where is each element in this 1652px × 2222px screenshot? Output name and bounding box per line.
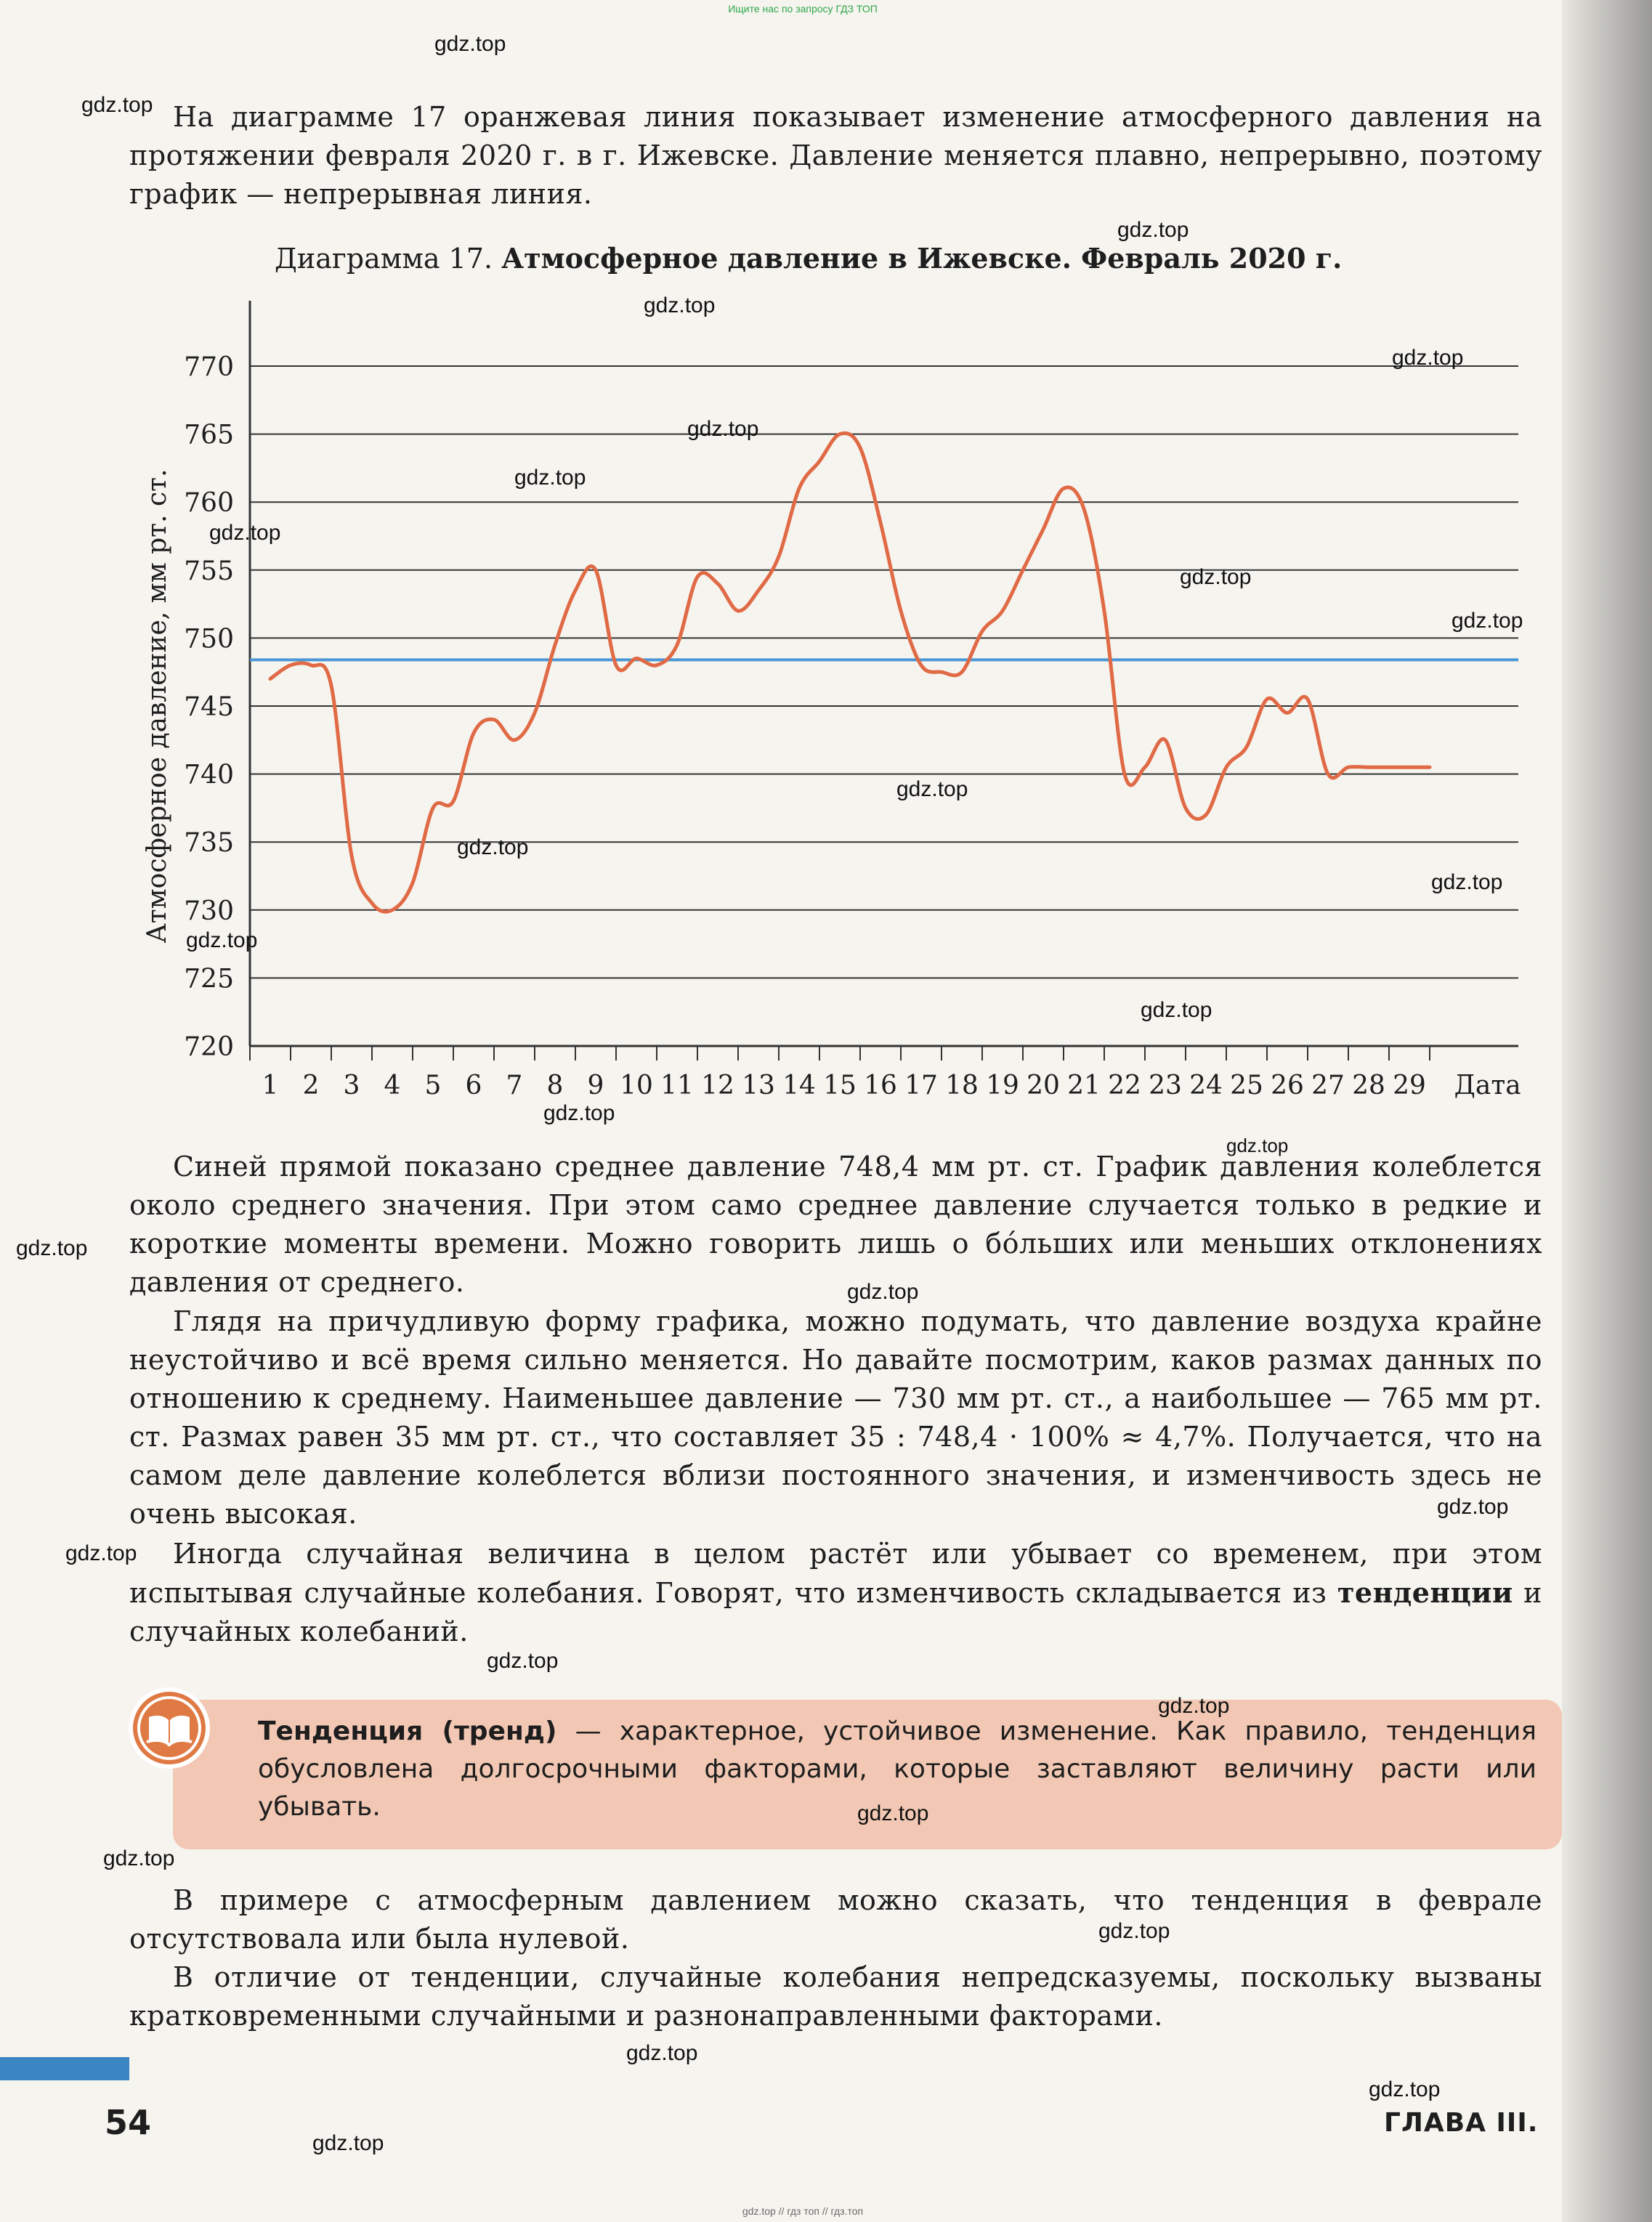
- watermark: gdz.top: [487, 1649, 559, 1673]
- watermark: gdz.top: [16, 1236, 88, 1260]
- x-tick-label: 5: [424, 1071, 442, 1100]
- y-tick-label: 765: [184, 420, 234, 450]
- paragraph-range: [129, 1302, 1542, 1533]
- watermark: gdz.top: [847, 1280, 919, 1304]
- chapter-label: ГЛАВА III.: [1384, 2108, 1539, 2138]
- y-tick-label: 740: [184, 760, 234, 790]
- y-tick-label: 735: [184, 828, 234, 859]
- watermark: gdz.top: [1437, 1495, 1509, 1519]
- watermark: gdz.top: [81, 93, 153, 117]
- x-tick-label: 19: [986, 1071, 1019, 1100]
- x-tick-label: 29: [1393, 1071, 1426, 1100]
- paragraph-trend: [129, 1535, 1542, 1651]
- y-tick-label: 745: [184, 692, 234, 722]
- chart-caption-title: Атмосферное давление в Ижевске. Февраль 2020 г.: [501, 242, 1343, 275]
- y-tick-label: 720: [184, 1032, 234, 1062]
- y-tick-label: 755: [184, 556, 234, 586]
- top-note: Ищите нас по запросу ГДЗ ТОП: [728, 3, 878, 15]
- y-tick-label: 760: [184, 488, 234, 519]
- x-axis-label: Дата: [1454, 1071, 1521, 1100]
- x-tick-label: 8: [546, 1071, 564, 1100]
- watermark: gdz.top: [1451, 609, 1523, 633]
- x-tick-label: 24: [1189, 1071, 1223, 1100]
- paragraph-mean: [129, 1148, 1542, 1302]
- x-tick-label: 2: [302, 1071, 320, 1100]
- paragraph-trend-start: Иногда случайная величина в целом растёт или убывает со временем, при этом испытывая случайные колебания. Говорят, что изменчивость складывается из: [129, 1538, 1542, 1609]
- paragraph-random-text: В отличие от тенденции, случайные колебания непредсказуемы, поскольку вызваны кратковременными случайными и разнонаправленными факторами.: [129, 1961, 1542, 2032]
- x-tick-label: 1: [262, 1071, 279, 1100]
- paragraph-random: [129, 1958, 1542, 2035]
- watermark: gdz.top: [65, 1541, 137, 1565]
- watermark: gdz.top: [434, 32, 506, 56]
- x-tick-label: 22: [1108, 1071, 1141, 1100]
- watermark: gdz.top: [186, 928, 258, 952]
- watermark: gdz.top: [1180, 565, 1252, 589]
- y-tick-label: 770: [184, 352, 234, 382]
- watermark: gdz.top: [1226, 1135, 1289, 1156]
- watermark: gdz.top: [543, 1101, 615, 1125]
- x-tick-label: 20: [1027, 1071, 1060, 1100]
- paragraph-example: [129, 1881, 1542, 1958]
- watermark: gdz.top: [1392, 346, 1464, 370]
- page-number: 54: [105, 2103, 152, 2142]
- x-tick-label: 18: [945, 1071, 979, 1100]
- watermark: gdz.top: [103, 1846, 175, 1870]
- pressure-series-line: [270, 433, 1430, 912]
- x-tick-label: 7: [506, 1071, 523, 1100]
- watermark: gdz.top: [514, 466, 586, 490]
- watermark: gdz.top: [457, 835, 529, 859]
- book-icon: [126, 1685, 212, 1771]
- paragraph-intro: [129, 98, 1542, 214]
- paragraph-trend-end: и случайных колебаний.: [129, 1577, 1542, 1647]
- x-tick-label: 11: [660, 1071, 694, 1100]
- pressure-chart: [138, 291, 1555, 1140]
- y-tick-label: 750: [184, 624, 234, 654]
- x-tick-label: 13: [742, 1071, 775, 1100]
- paragraph-example-text: В примере с атмосферным давлением можно сказать, что тенденция в феврале отсутствовала или была нулевой.: [129, 1884, 1542, 1955]
- x-tick-label: 15: [823, 1071, 857, 1100]
- page-binding-shadow: [1562, 0, 1652, 2222]
- chart-caption-label: Диаграмма 17.: [275, 243, 493, 275]
- paragraph-mean-text: Синей прямой показано среднее давление 748,4 мм рт. ст. График давления колеблется около среднего значения. При этом само среднее давление случается только в редкие и короткие моменты времени. Можно говорить лишь о бóльших или меньших отклонениях давления от среднего.: [129, 1151, 1542, 1298]
- x-tick-label: 21: [1067, 1071, 1101, 1100]
- x-tick-label: 16: [864, 1071, 897, 1100]
- x-tick-label: 25: [1230, 1071, 1263, 1100]
- watermark: gdz.top: [626, 2041, 698, 2065]
- x-tick-label: 4: [384, 1071, 401, 1100]
- x-tick-label: 12: [701, 1071, 734, 1100]
- page-marker-bar: [0, 2057, 129, 2080]
- x-tick-label: 27: [1311, 1071, 1345, 1100]
- definition-term: Тенденция (тренд): [258, 1716, 557, 1746]
- x-tick-label: 26: [1271, 1071, 1304, 1100]
- watermark: gdz.top: [1431, 870, 1503, 894]
- bottom-note: gdz.top // гдз топ // гдз.топ: [742, 2205, 864, 2217]
- x-tick-label: 10: [620, 1071, 653, 1100]
- watermark: gdz.top: [1141, 998, 1212, 1022]
- x-tick-label: 6: [465, 1071, 482, 1100]
- x-tick-label: 3: [343, 1071, 360, 1100]
- watermark: gdz.top: [1098, 1919, 1170, 1943]
- watermark: gdz.top: [857, 1801, 929, 1825]
- definition-body: — характерное, устойчивое изменение. Как правило, тенденция обусловлена долгосрочными факторами, которые заставляют величину расти или убывать.: [258, 1716, 1537, 1822]
- x-tick-label: 14: [782, 1071, 816, 1100]
- x-tick-label: 28: [1352, 1071, 1385, 1100]
- x-tick-label: 17: [904, 1071, 938, 1100]
- watermark: gdz.top: [644, 293, 716, 317]
- x-tick-label: 23: [1149, 1071, 1182, 1100]
- watermark: gdz.top: [312, 2131, 384, 2155]
- watermark: gdz.top: [1158, 1694, 1230, 1718]
- watermark: gdz.top: [1117, 218, 1189, 242]
- paragraph-range-text: Глядя на причудливую форму графика, можно подумать, что давление воздуха крайне неустойчиво и всё время сильно меняется. Но давайте посмотрим, каков размах данных по отношению к среднему. Наименьшее давление — 730 мм рт. ст., а наибольшее — 765 мм рт. ст. Размах равен 35 мм рт. ст., что составляет 35 : 748,4 · 100% ≈ 4,7%. Получается, что на самом деле давление колеблется вблизи постоянного значения, и изменчивость здесь не очень высокая.: [129, 1305, 1542, 1530]
- x-tick-label: 9: [587, 1071, 604, 1100]
- watermark: gdz.top: [209, 521, 281, 545]
- chart-caption: [275, 242, 1422, 275]
- paragraph-intro-text: На диаграмме 17 оранжевая линия показывает изменение атмосферного давления на протяжении февраля 2020 г. в г. Ижевске. Давление меняется плавно, непрерывно, поэтому график — непрерывная линия.: [129, 101, 1542, 210]
- watermark: gdz.top: [687, 417, 759, 441]
- y-tick-label: 725: [184, 964, 234, 994]
- watermark: gdz.top: [1369, 2077, 1441, 2101]
- trend-term: тенденции: [1337, 1576, 1513, 1609]
- watermark: gdz.top: [896, 777, 968, 801]
- y-tick-label: 730: [184, 896, 234, 926]
- y-axis-label: Атмосферное давление, мм рт. ст.: [142, 469, 172, 944]
